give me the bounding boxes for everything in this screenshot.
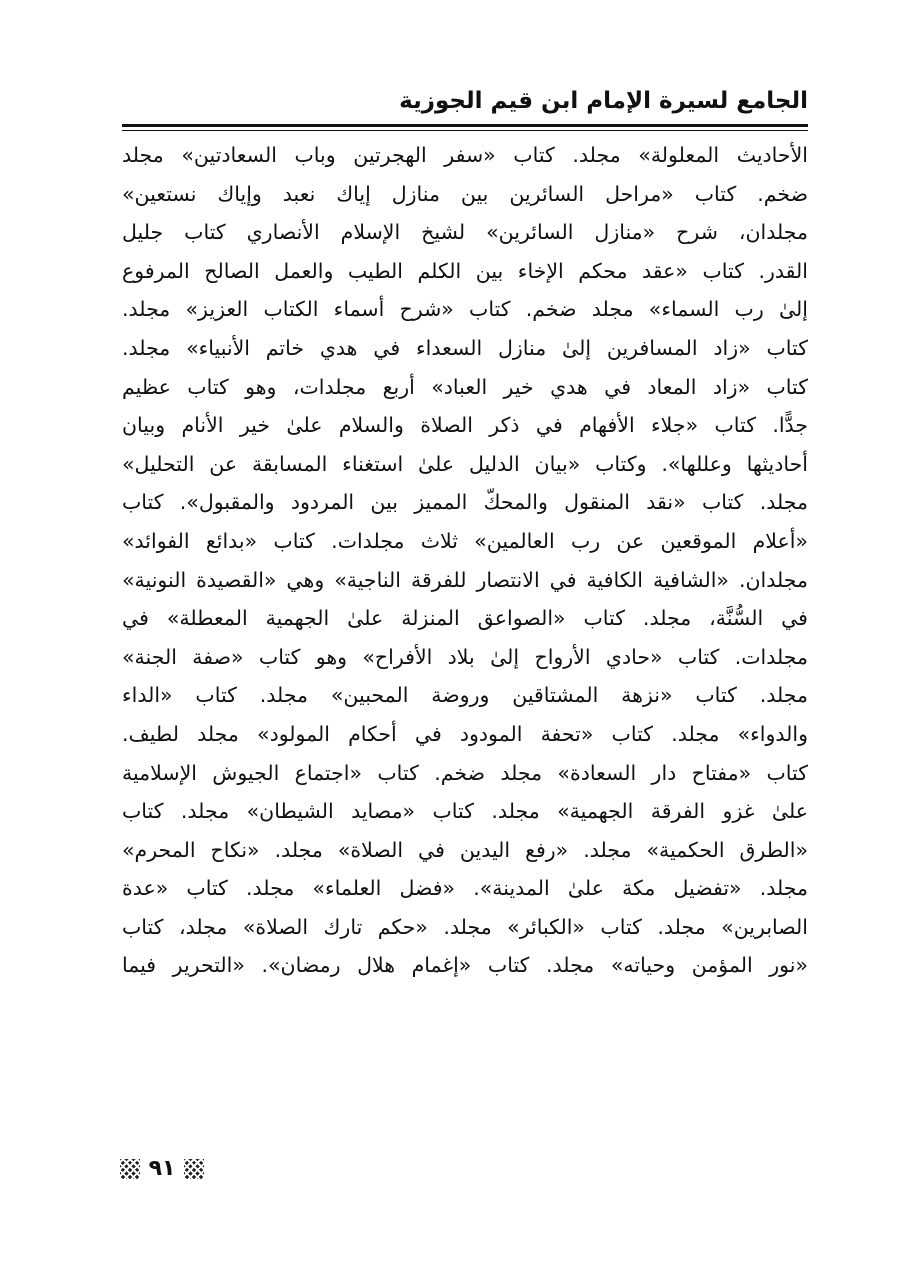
text-line: كتاب «مفتاح دار السعادة» مجلد ضخم. كتاب «اجتماع الجيوش الإسلامية: [122, 760, 808, 785]
text-line: الصابرين» مجلد. كتاب «الكبائر» مجلد. «حكم تارك الصلاة» مجلد، كتاب: [122, 914, 808, 939]
ornament-icon: [184, 1159, 204, 1179]
text-line: إلىٰ رب السماء» مجلد ضخم. كتاب «شرح أسماء الكتاب العزيز» مجلد.: [122, 297, 808, 322]
text-line: والدواء» مجلد. كتاب «تحفة المودود في أحكام المولود» مجلد لطيف.: [122, 721, 808, 746]
text-line: علىٰ غزو الفرقة الجهمية» مجلد. كتاب «مصايد الشيطان» مجلد. كتاب: [122, 799, 808, 824]
text-line: مجلدان. «الشافية الكافية في الانتصار للفرقة الناجية» وهي «القصيدة النونية»: [122, 567, 808, 592]
text-line: أحاديثها وعللها». وكتاب «بيان الدليل علىٰ استغناء المسابقة عن التحليل»: [122, 451, 808, 476]
text-line: مجلدان، شرح «منازل السائرين» لشيخ الإسلام الأنصاري كتاب جليل: [122, 220, 808, 245]
text-line: كتاب «زاد المسافرين إلىٰ منازل السعداء في هدي خاتم الأنبياء» مجلد.: [122, 335, 808, 360]
text-line: الأحاديث المعلولة» مجلد. كتاب «سفر الهجرتين وباب السعادتين» مجلد: [122, 143, 808, 167]
text-line: «الطرق الحكمية» مجلد. «رفع اليدين في الصلاة» مجلد. «نكاح المحرم»: [122, 837, 808, 862]
text-line: ضخم. كتاب «مراحل السائرين بين منازل إياك نعبد وإياك نستعين»: [122, 181, 808, 206]
text-line: «نور المؤمن وحياته» مجلد. كتاب «إغمام هلال رمضان». «التحرير فيما: [122, 953, 808, 978]
header-divider-thin: [122, 130, 808, 131]
text-line: كتاب «زاد المعاد في هدي خير العباد» أربع مجلدات، وهو كتاب عظيم: [122, 374, 808, 399]
text-line: في السُّنَّة، مجلد. كتاب «الصواعق المنزلة علىٰ الجهمية المعطلة» في: [122, 606, 808, 631]
running-title: الجامع لسيرة الإمام ابن قيم الجوزية: [399, 88, 808, 114]
page-footer: [120, 1154, 230, 1184]
ornament-icon: [120, 1159, 140, 1179]
text-line: جدًّا. كتاب «جلاء الأفهام في ذكر الصلاة والسلام علىٰ خير الأنام وبيان: [122, 413, 808, 438]
page-header: [122, 82, 808, 122]
text-line: القدر. كتاب «عقد محكم الإخاء بين الكلم الطيب والعمل الصالح المرفوع: [122, 258, 808, 283]
page-number: ٩١: [148, 1156, 176, 1181]
text-line: «أعلام الموقعين عن رب العالمين» ثلاث مجلدات. كتاب «بدائع الفوائد»: [122, 528, 808, 553]
text-line: مجلدات. كتاب «حادي الأرواح إلىٰ بلاد الأفراح» وهو كتاب «صفة الجنة»: [122, 644, 808, 669]
text-line: مجلد. كتاب «نقد المنقول والمحكّ المميز بين المردود والمقبول». كتاب: [122, 490, 808, 515]
header-divider: [122, 124, 808, 127]
body-text: [122, 136, 808, 985]
text-line: مجلد. «تفضيل مكة علىٰ المدينة». «فضل العلماء» مجلد. كتاب «عدة: [122, 876, 808, 901]
text-line: مجلد. كتاب «نزهة المشتاقين وروضة المحبين» مجلد. كتاب «الداء: [122, 683, 808, 708]
